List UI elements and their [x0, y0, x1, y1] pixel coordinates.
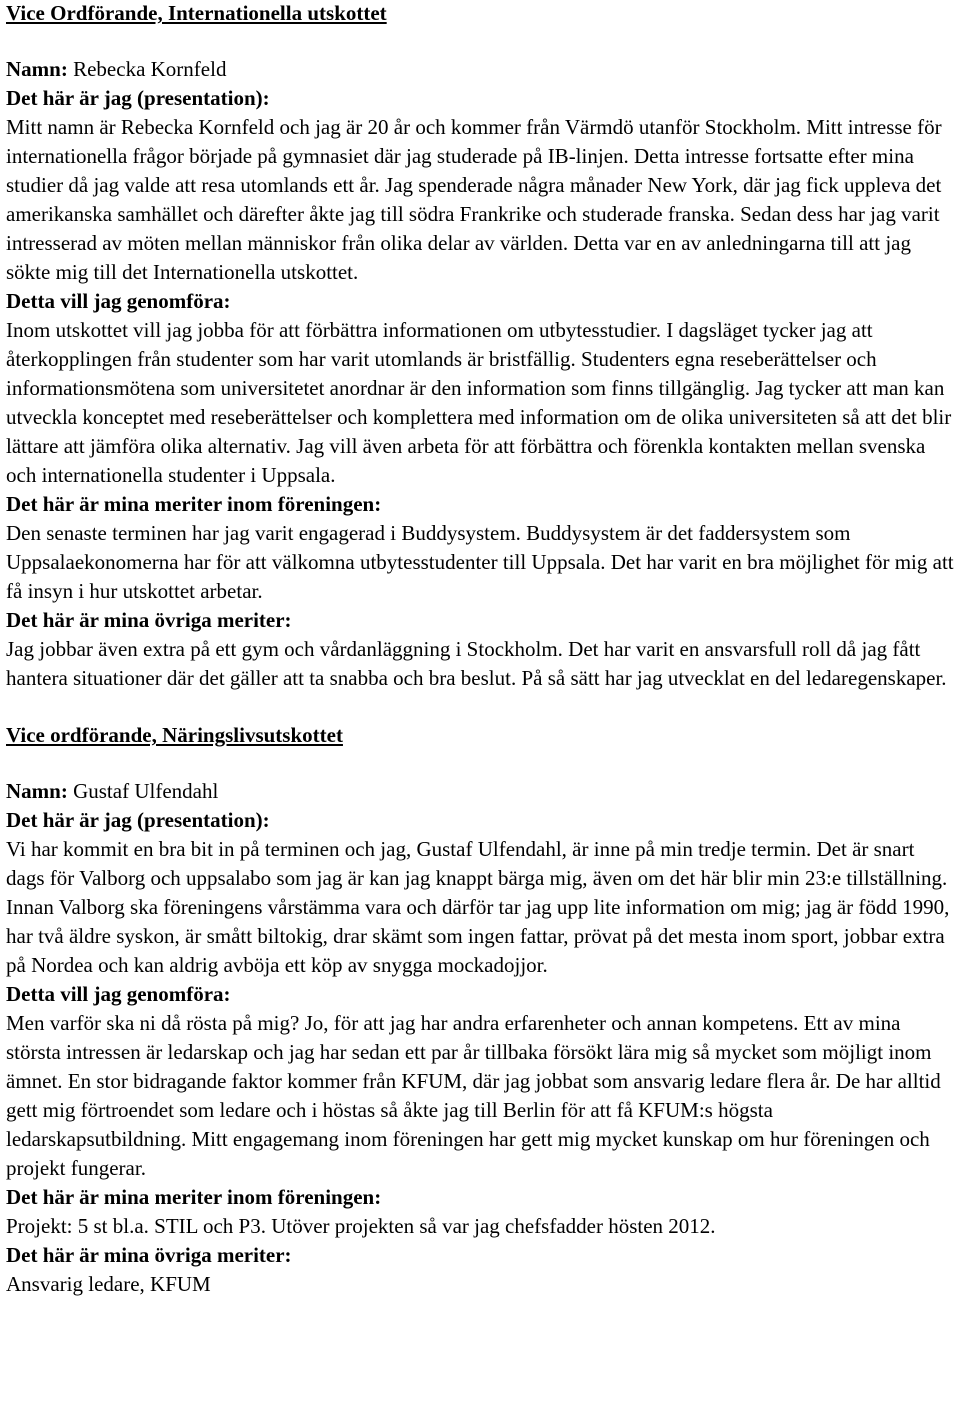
candidate-section-business: [6, 722, 958, 1299]
other-merits-text: Ansvarig ledare, KFUM: [6, 1272, 211, 1296]
merits-text: Den senaste terminen har jag varit engagerad i Buddysystem. Buddysystem är det faddersystem som Uppsalaekonomerna har för att välkomna utbytesstudenter till Uppsala. Det har varit en bra möjlighet för mig att få insyn i hur utskottet arbetar.: [6, 521, 954, 603]
presentation-text: Mitt namn är Rebecka Kornfeld och jag är 20 år och kommer från Värmdö utanför Stockholm. Mitt intresse för internationella frågor började på gymnasiet där jag studerade på IB-linjen. Detta intresse fortsatte efter mina studier då jag valde att resa utomlands ett år. Jag spenderade några månader New York, där jag fick uppleva det amerikanska samhället och därefter åkte jag till södra Frankrike och studerade franska. Sedan dess har jag varit intresserad av möten mellan människor från olika delar av världen. Detta var en av anledningarna till att jag sökte mig till det Internationella utskottet.: [6, 115, 942, 284]
name-label: Namn:: [6, 779, 68, 803]
name-field: [6, 55, 958, 84]
goals-label: Detta vill jag genomföra:: [6, 982, 231, 1006]
other-merits-text: Jag jobbar även extra på ett gym och vårdanläggning i Stockholm. Det har varit en ansvarsfull roll då jag fått hantera situationer där det gäller att ta snabba och bra beslut. På så sätt har jag utvecklat en del ledaregenskaper.: [6, 637, 947, 690]
other-merits-label: Det här är mina övriga meriter:: [6, 608, 292, 632]
presentation-text: Vi har kommit en bra bit in på terminen och jag, Gustaf Ulfendahl, är inne på min tredje termin. Det är snart dags för Valborg och uppsalabo som jag är kan jag knappt bärga mig, även om det här blir min 23:e tillställning. Innan Valborg ska föreningens vårstämma vara och därför tar jag upp lite information om mig; jag är född 1990, har två äldre syskon, är smått biltokig, drar skämt som ingen fattar, prövat på det mesta inom sport, jobbar extra på Nordea och kan aldrig avböja ett köp av snygga mockadojjor.: [6, 837, 950, 977]
name-value: Rebecka Kornfeld: [73, 57, 227, 81]
name-field: [6, 777, 958, 806]
candidate-section-international: [6, 0, 958, 693]
other-merits-label: Det här är mina övriga meriter:: [6, 1243, 292, 1267]
goals-label: Detta vill jag genomföra:: [6, 289, 231, 313]
section-heading: Vice ordförande, Näringslivsutskottet: [6, 723, 343, 747]
name-label: Namn:: [6, 57, 68, 81]
merits-text: Projekt: 5 st bl.a. STIL och P3. Utöver projekten så var jag chefsfadder hösten 2012.: [6, 1214, 716, 1238]
merits-label: Det här är mina meriter inom föreningen:: [6, 1185, 382, 1209]
merits-label: Det här är mina meriter inom föreningen:: [6, 492, 382, 516]
name-value: Gustaf Ulfendahl: [73, 779, 219, 803]
presentation-label: Det här är jag (presentation):: [6, 808, 270, 832]
goals-text: Men varför ska ni då rösta på mig? Jo, för att jag har andra erfarenheter och annan kompetens. Ett av mina största intressen är ledarskap och jag har sedan ett par år tillbaka försökt lära mig så mycket som möjligt inom ämnet. En stor bidragande faktor kommer från KFUM, där jag jobbat som ansvarig ledare flera år. De har alltid gett mig förtroendet som ledare och i höstas så åkte jag till Berlin för att få KFUM:s högsta ledarskapsutbildning. Mitt engagemang inom föreningen har gett mig mycket kunskap om hur föreningen och projekt fungerar.: [6, 1011, 941, 1180]
goals-text: Inom utskottet vill jag jobba för att förbättra informationen om utbytesstudier. I dagsläget tycker jag att återkopplingen från studenter som har varit utomlands är bristfällig. Studenters egna reseberättelser och informationsmötena som universitetet anordnar är den information som finns tillgänglig. Jag tycker att man kan utveckla konceptet med reseberättelser och komplettera med information om de olika universiteten så att det blir lättare att jämföra olika alternativ. Jag vill även arbeta för att förbättra och förenkla kontakten mellan svenska och internationella studenter i Uppsala.: [6, 318, 952, 487]
section-heading: Vice Ordförande, Internationella utskottet: [6, 1, 387, 25]
presentation-label: Det här är jag (presentation):: [6, 86, 270, 110]
